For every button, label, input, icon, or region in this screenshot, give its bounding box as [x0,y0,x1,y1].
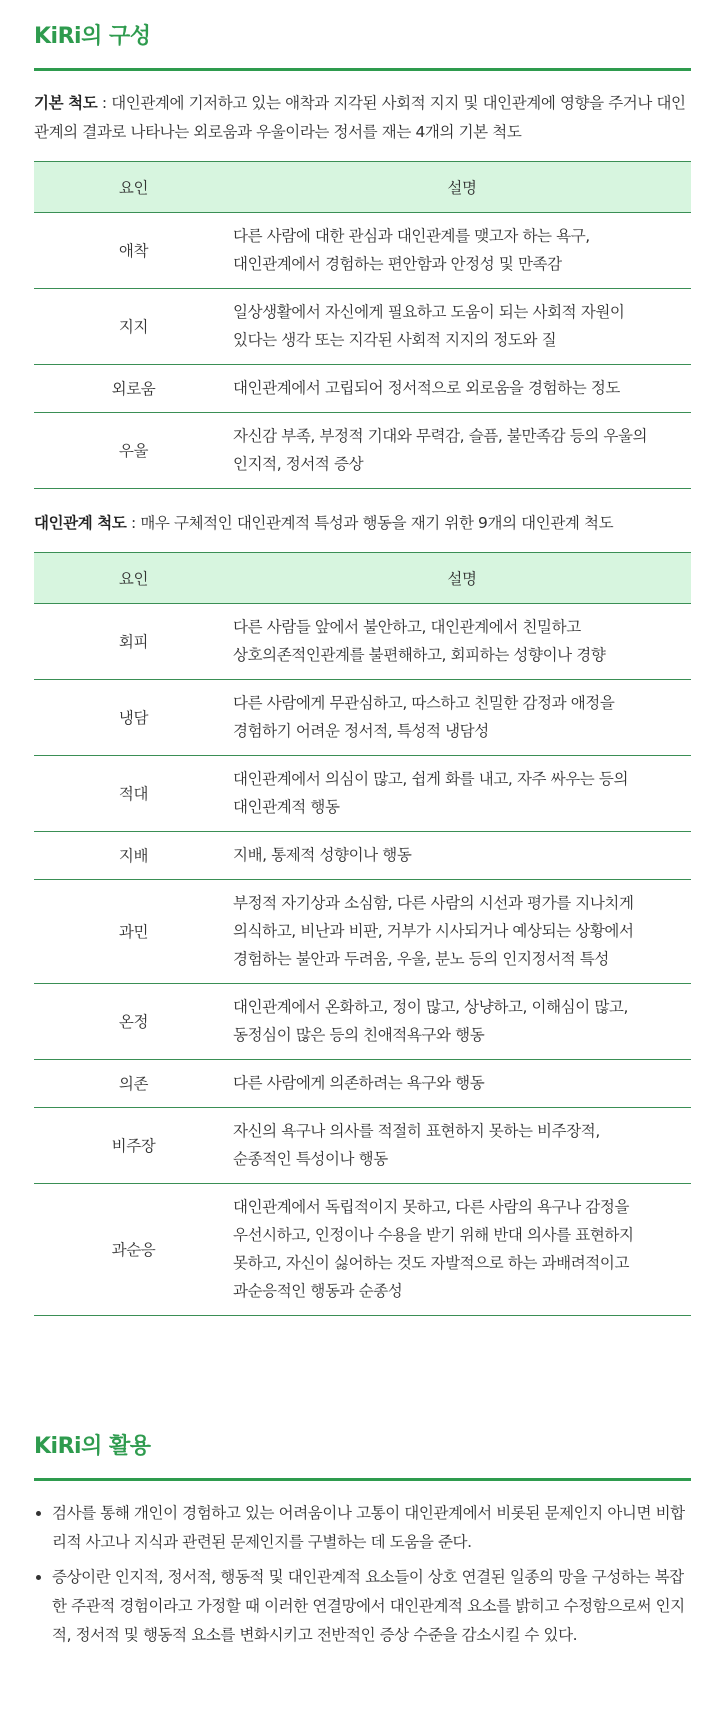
description-line: 있다는 생각 또는 지각된 사회적 지지의 정도와 질 [233,331,557,349]
description-line: 과순응적인 행동과 순종성 [233,1282,403,1300]
description-cell [233,289,691,365]
description-text [233,880,679,983]
table-row [34,289,691,365]
description-line: 다른 사람에게 의존하려는 욕구와 행동 [233,1074,485,1092]
usage-title-rule [34,1478,691,1481]
description-line: 대인관계에서 의심이 많고, 쉽게 화를 내고, 자주 싸우는 등의 [233,770,629,788]
interpersonal-header-factor: 요인 [34,553,233,604]
description-cell [233,604,691,680]
description-text [233,680,679,755]
basic-scale-text: 대인관계에 기저하고 있는 애착과 지각된 사회적 지지 및 대인관계에 영향을 주거나 대인관계의 결과로 나타나는 외로움과 우울이라는 정서를 재는 4개의 기본 척도 [34,94,686,141]
description-text [233,413,679,488]
description-line: 대인관계에서 경험하는 편안함과 안정성 및 만족감 [233,255,562,273]
basic-scale-header-row [34,162,691,213]
description-text [233,213,679,288]
description-text [233,832,679,879]
description-cell [233,1184,691,1316]
description-cell [233,213,691,289]
usage-list [34,1499,691,1650]
table-row [34,604,691,680]
table-row [34,756,691,832]
interpersonal-scale-table [34,552,691,1316]
factor-cell: 의존 [34,1060,233,1108]
table-row [34,880,691,984]
factor-cell: 회피 [34,604,233,680]
description-line: 자신의 욕구나 의사를 적절히 표현하지 못하는 비주장적, [233,1122,600,1140]
description-line: 경험하기 어려운 정서적, 특성적 냉담성 [233,722,489,740]
interpersonal-scale-text: 매우 구체적인 대인관계적 특성과 행동을 재기 위한 9개의 대인관계 척도 [140,514,614,532]
interpersonal-scale-header-row [34,553,691,604]
description-cell [233,880,691,984]
description-line: 일상생활에서 자신에게 필요하고 도움이 되는 사회적 자원이 [233,303,625,321]
table-row [34,413,691,489]
composition-title-rule [34,68,691,71]
description-text [233,984,679,1059]
description-line: 대인관계에서 고립되어 정서적으로 외로움을 경험하는 정도 [233,379,620,397]
factor-cell: 냉담 [34,680,233,756]
description-text [233,604,679,679]
basic-header-desc: 설명 [233,162,691,213]
description-line: 부정적 자기상과 소심함, 다른 사람의 시선과 평가를 지나치게 [233,894,634,912]
composition-title: KiRi의 구성 [34,24,151,49]
basic-header-factor: 요인 [34,162,233,213]
description-line: 지배, 통제적 성향이나 행동 [233,846,412,864]
description-line: 의식하고, 비난과 비판, 거부가 시사되거나 예상되는 상황에서 [233,922,634,940]
description-line: 순종적인 특성이나 행동 [233,1150,388,1168]
table-row [34,1184,691,1316]
table-row [34,365,691,413]
basic-scale-body [34,213,691,489]
description-cell [233,365,691,413]
factor-cell: 지배 [34,832,233,880]
description-line: 경험하는 불안과 두려움, 우울, 분노 등의 인지정서적 특성 [233,950,609,968]
description-line: 동정심이 많은 등의 친애적욕구와 행동 [233,1026,485,1044]
interpersonal-scale-separator: : [126,514,141,532]
description-line: 못하고, 자신이 싫어하는 것도 자발적으로 하는 과배려적이고 [233,1254,630,1272]
interpersonal-scale-intro [34,509,691,538]
interpersonal-scale-body [34,604,691,1316]
description-line: 인지적, 정서적 증상 [233,455,364,473]
description-cell [233,984,691,1060]
basic-scale-separator: : [97,94,112,112]
description-cell [233,1108,691,1184]
description-text [233,365,679,412]
table-row [34,213,691,289]
factor-cell: 외로움 [34,365,233,413]
description-cell [233,756,691,832]
description-line: 다른 사람에 대한 관심과 대인관계를 맺고자 하는 욕구, [233,227,590,245]
factor-cell: 과순응 [34,1184,233,1316]
description-cell [233,680,691,756]
section-spacer [34,1316,691,1410]
usage-item: • 증상이란 인지적, 정서적, 행동적 및 대인관계적 요소들이 상호 연결된 일종의 망을 구성하는 복잡한 주관적 경험이라고 가정할 때 이러한 연결망에서 대인관계적 요소를 밝히고 수정함으로써 인지적, 정서적 및 행동적 요소를 변화시키고 전반적인 증상 수준을 감소시킬 수 있다. [52,1563,691,1650]
interpersonal-scale-label: 대인관계 척도 [34,514,127,532]
table-row [34,984,691,1060]
description-line: 다른 사람에게 무관심하고, 따스하고 친밀한 감정과 애정을 [233,694,615,712]
table-row [34,1108,691,1184]
description-text [233,289,679,364]
description-text [233,1060,679,1107]
description-cell [233,832,691,880]
factor-cell: 과민 [34,880,233,984]
basic-scale-table [34,161,691,489]
basic-scale-label: 기본 척도 [34,94,98,112]
table-row [34,832,691,880]
factor-cell: 비주장 [34,1108,233,1184]
table-row [34,680,691,756]
description-line: 대인관계적 행동 [233,798,340,816]
description-text [233,1184,679,1315]
description-text [233,756,679,831]
description-line: 대인관계에서 독립적이지 못하고, 다른 사람의 욕구나 감정을 [233,1198,630,1216]
table-row [34,1060,691,1108]
factor-cell: 애착 [34,213,233,289]
description-line: 우선시하고, 인정이나 수용을 받기 위해 반대 의사를 표현하지 [233,1226,634,1244]
factor-cell: 우울 [34,413,233,489]
description-line: 다른 사람들 앞에서 불안하고, 대인관계에서 친밀하고 [233,618,581,636]
description-text [233,1108,679,1183]
usage-title: KiRi의 활용 [34,1434,151,1459]
description-line: 상호의존적인관계를 불편해하고, 회피하는 성향이나 경향 [233,646,606,664]
description-line: 자신감 부족, 부정적 기대와 무력감, 슬픔, 불만족감 등의 우울의 [233,427,648,445]
factor-cell: 지지 [34,289,233,365]
factor-cell: 온정 [34,984,233,1060]
description-line: 대인관계에서 온화하고, 정이 많고, 상냥하고, 이해심이 많고, [233,998,629,1016]
factor-cell: 적대 [34,756,233,832]
usage-item: • 검사를 통해 개인이 경험하고 있는 어려움이나 고통이 대인관계에서 비롯된 문제인지 아니면 비합리적 사고나 지식과 관련된 문제인지를 구별하는 데 도움을 준다. [52,1499,691,1557]
description-cell [233,413,691,489]
basic-scale-intro [34,89,691,147]
description-cell [233,1060,691,1108]
interpersonal-header-desc: 설명 [233,553,691,604]
